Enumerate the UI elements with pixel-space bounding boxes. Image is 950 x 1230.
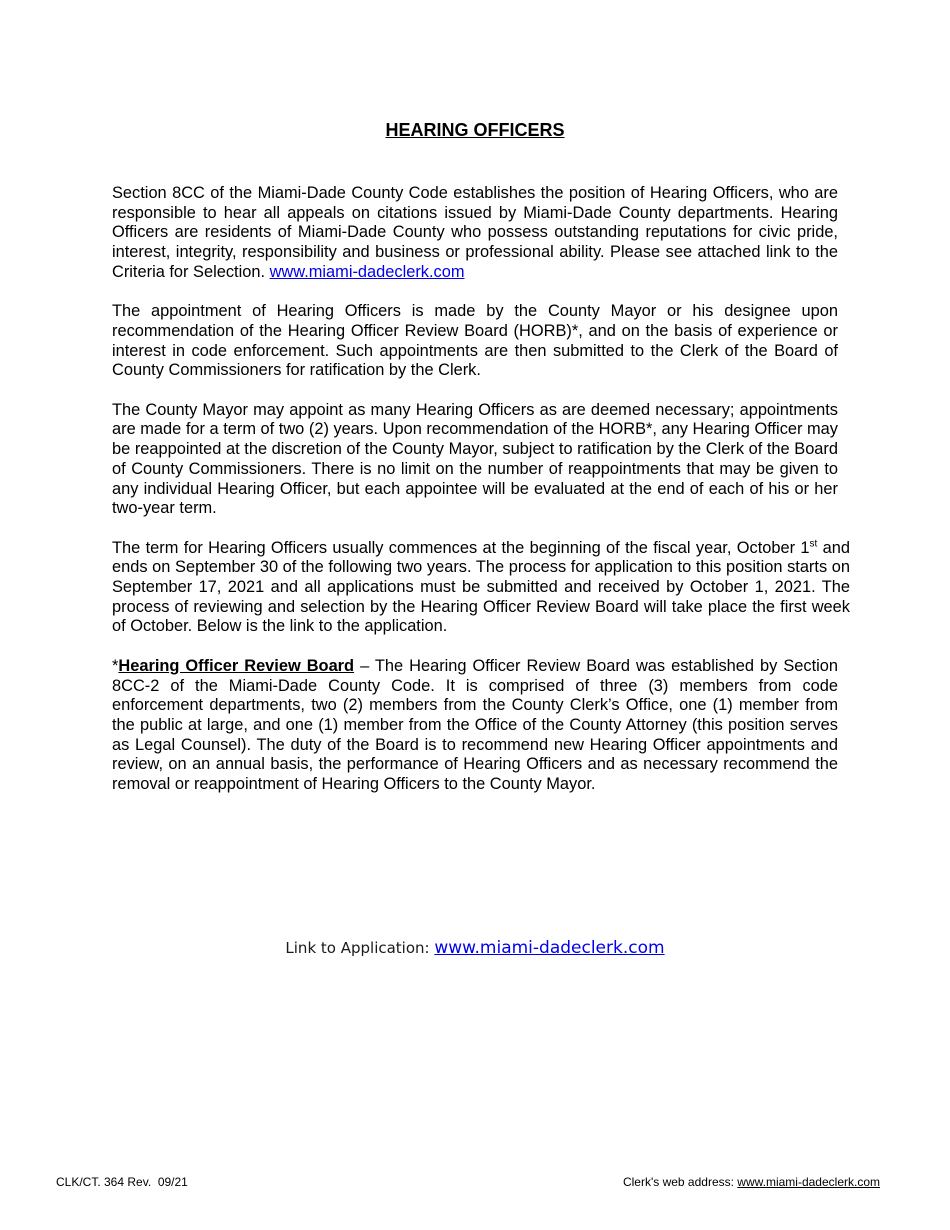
paragraph-term-length: [112, 401, 838, 519]
asterisk-marker: *: [112, 656, 119, 675]
page-title: HEARING OFFICERS: [385, 120, 565, 140]
paragraph-section-8cc: [112, 184, 838, 283]
footer-web-address: [623, 1175, 880, 1189]
paragraph-text: Section 8CC of the Miami-Dade County Code establishes the position of Hearing Officers, who are responsible to hear all appeals on citations issued by Miami-Dade County departments. Hearing Officers are residents of Miami-Dade County who possess outstanding reputations for civic pride, interest, integrity, responsibility and business or professional ability. Please see attached link to the Criteria for Selection.: [112, 184, 838, 281]
paragraph-text: The County Mayor may appoint as many Hearing Officers as are deemed necessary; appointments are made for a term of two (2) years. Upon recommendation of the HORB*, any Hearing Officer may be reappointed at the discretion of the County Mayor, subject to ratification by the Clerk of the Board of County Commissioners. There is no limit on the number of reappointments that may be given to any individual Hearing Officer, but each appointee will be evaluated at the end of each of his or her two-year term.: [112, 400, 838, 518]
document-body: [112, 184, 851, 814]
review-board-term: Hearing Officer Review Board: [118, 656, 355, 675]
paragraph-text: The appointment of Hearing Officers is made by the County Mayor or his designee upon recommendation of the Hearing Officer Review Board (HORB)*, and on the basis of experience or interest in code enforcement. Such appointments are then submitted to the Clerk of the Board of County Commissioners for ratification by the Clerk.: [112, 302, 838, 380]
application-label: Link to Application:: [285, 939, 435, 957]
web-address-label: Clerk's web address:: [622, 1175, 738, 1189]
footer-web-link[interactable]: www.miami-dadeclerk.com: [737, 1175, 880, 1189]
paragraph-text-continued: and ends on September 30 of the following two years. The process for application to this position starts on September 17, 2021 and all applications must be submitted and received by October 1, 2021. The process of reviewing and selection by the Hearing Officer Review Board will take place the first week of October. Below is the link to the application.: [112, 538, 851, 636]
paragraph-text: The term for Hearing Officers usually commences at the beginning of the fiscal year, October 1: [112, 538, 810, 557]
ordinal-superscript: st: [809, 538, 818, 550]
application-link[interactable]: www.miami-dadeclerk.com: [434, 938, 665, 958]
form-code: CLK/CT. 364 Rev. 09/21: [56, 1175, 188, 1189]
application-link-line: [0, 938, 950, 958]
paragraph-appointment: [112, 302, 838, 381]
criteria-link[interactable]: www.miami-dadeclerk.com: [269, 262, 465, 281]
paragraph-application-process: [112, 539, 850, 638]
paragraph-text: – The Hearing Officer Review Board was established by Section 8CC-2 of the Miami-Dade County Code. It is comprised of three (3) members from code enforcement departments, two (2) members from the County Clerk’s Office, one (1) member from the public at large, and one (1) member from the Office of the County Attorney (this position serves as Legal Counsel). The duty of the Board is to recommend new Hearing Officer appointments and review, on an annual basis, the performance of Hearing Officers and as necessary recommend the removal or reappointment of Hearing Officers to the County Mayor.: [112, 656, 838, 794]
paragraph-review-board: [112, 657, 838, 795]
